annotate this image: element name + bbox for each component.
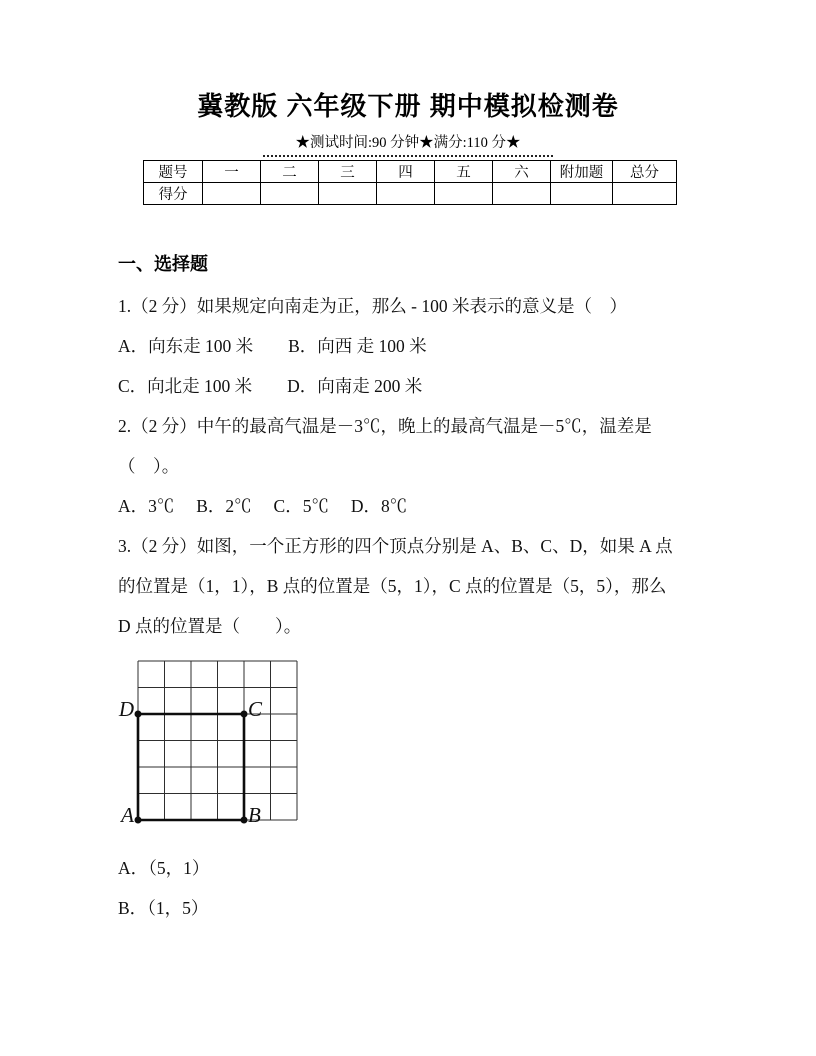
question-3-text-line3: D 点的位置是（ ）。	[118, 616, 302, 636]
score-table-header-cell: 二	[261, 161, 319, 183]
question-1-text: 1.（2 分）如果规定向南走为正，那么 - 100 米表示的意义是（ ）	[118, 296, 627, 316]
score-table-score-cell	[377, 183, 435, 205]
question-1-options-ab: A．向东走 100 米 B．向西 走 100 米	[118, 336, 427, 356]
section-heading-choice-questions: 一、选择题	[118, 254, 208, 274]
score-table-score-cell	[319, 183, 377, 205]
score-table-header-cell: 五	[435, 161, 493, 183]
vertex-dot	[135, 711, 142, 718]
score-table-header-cell: 四	[377, 161, 435, 183]
question-3-text-line1: 3.（2 分）如图，一个正方形的四个顶点分别是 A、B、C、D，如果 A 点	[118, 536, 673, 556]
question-2-options: A．3℃ B．2℃ C．5℃ D．8℃	[118, 496, 408, 516]
score-table-header-row	[144, 161, 677, 183]
vertex-label-a: A	[121, 803, 134, 827]
questions-text-block	[118, 286, 710, 646]
vertex-label-d: D	[118, 697, 134, 721]
exam-subtitle: ★测试时间:90 分钟★满分:110 分★	[263, 134, 552, 157]
vertex-dot	[241, 711, 248, 718]
score-table-score-row	[144, 183, 677, 205]
vertex-label-c: C	[248, 697, 263, 721]
score-table	[143, 160, 677, 205]
score-table-header-cell: 附加题	[551, 161, 613, 183]
question-1-options-cd: C．向北走 100 米 D．向南走 200 米	[118, 376, 423, 396]
question-2-text-line1: 2.（2 分）中午的最高气温是－3℃，晚上的最高气温是－5℃，温差是	[118, 416, 652, 436]
question-3-figure	[112, 652, 816, 844]
question-3-option-b: B．（1，5）	[118, 898, 209, 918]
score-table-row-label: 得分	[144, 183, 203, 205]
score-table-score-cell	[551, 183, 613, 205]
score-table-score-cell	[435, 183, 493, 205]
score-table-header-cell: 题号	[144, 161, 203, 183]
score-table-score-cell	[613, 183, 677, 205]
question-3-text-line2: 的位置是（1，1），B 点的位置是（5，1），C 点的位置是（5，5），那么	[118, 576, 667, 596]
exam-title: 冀教版 六年级下册 期中模拟检测卷	[197, 91, 619, 121]
vertex-dot	[135, 817, 142, 824]
question-3-option-a: A．（5，1）	[118, 858, 210, 878]
question-3-answer-options	[118, 848, 710, 928]
score-table-header-cell: 三	[319, 161, 377, 183]
score-table-header-cell: 总分	[613, 161, 677, 183]
score-table-header-cell: 六	[493, 161, 551, 183]
score-table-score-cell	[261, 183, 319, 205]
grid-lines	[138, 661, 297, 820]
score-table-score-cell	[203, 183, 261, 205]
vertex-dot	[241, 817, 248, 824]
exam-subtitle-row	[0, 134, 816, 157]
score-table-header-cell: 一	[203, 161, 261, 183]
coordinate-grid-figure	[112, 652, 326, 844]
score-table-score-cell	[493, 183, 551, 205]
question-2-text-line2: （ ）。	[118, 456, 180, 476]
vertex-label-b: B	[248, 803, 261, 827]
